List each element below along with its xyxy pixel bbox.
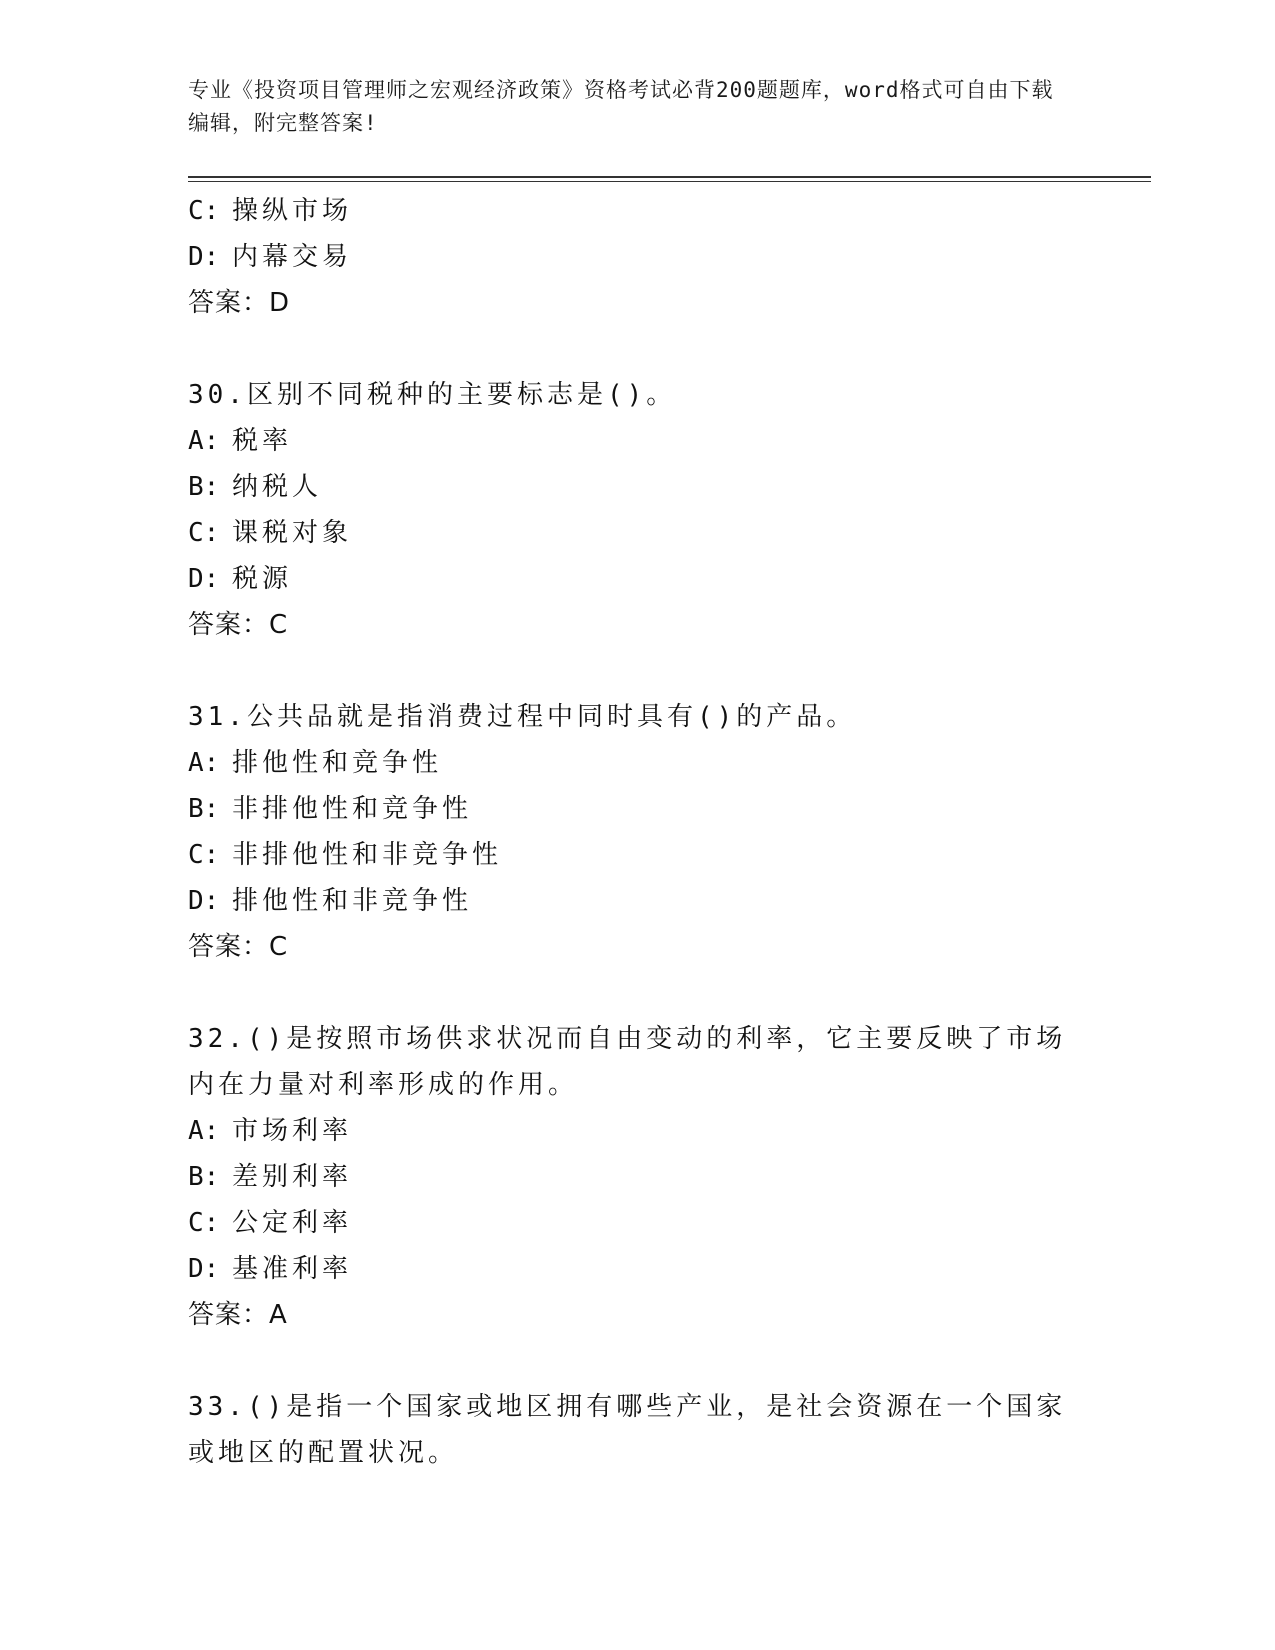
option-key: A:: [188, 748, 220, 778]
question-list: [188, 188, 1088, 1476]
option-c: [188, 188, 1088, 234]
option-text: 市场利率: [232, 1116, 353, 1146]
option-d: [188, 234, 1088, 280]
answer-line: 答案：A: [188, 1300, 288, 1330]
option-text: 税源: [232, 564, 293, 594]
option-a: [188, 418, 1088, 464]
option-text: 排他性和竞争性: [232, 748, 443, 778]
option-a: [188, 1108, 1088, 1154]
option-text: 内幕交易: [232, 242, 353, 272]
option-text: 排他性和非竞争性: [232, 886, 473, 916]
question-stem: 32.()是按照市场供求状况而自由变动的利率，它主要反映了市场内在力量对利率形成的作用。: [188, 1024, 1067, 1100]
document-header: 专业《投资项目管理师之宏观经济政策》资格考试必背200题题库，word格式可自由下载编辑，附完整答案!: [188, 78, 1054, 135]
question-stem: 30.区别不同税种的主要标志是()。: [188, 380, 677, 410]
option-key: B:: [188, 794, 220, 824]
option-d: [188, 878, 1088, 924]
option-a: [188, 740, 1088, 786]
question-stem: 31.公共品就是指消费过程中同时具有()的产品。: [188, 702, 857, 732]
answer-line: 答案：C: [188, 610, 289, 640]
option-key: D:: [188, 564, 220, 594]
option-c: [188, 1200, 1088, 1246]
option-c: [188, 510, 1088, 556]
option-key: C:: [188, 1208, 220, 1238]
option-text: 操纵市场: [232, 196, 353, 226]
option-text: 课税对象: [232, 518, 353, 548]
option-text: 税率: [232, 426, 293, 456]
answer-line: 答案：D: [188, 288, 291, 318]
option-text: 差别利率: [232, 1162, 353, 1192]
spacer: [188, 648, 1088, 694]
option-b: [188, 1154, 1088, 1200]
option-text: 公定利率: [232, 1208, 353, 1238]
question-stem: 33.()是指一个国家或地区拥有哪些产业，是社会资源在一个国家或地区的配置状况。: [188, 1392, 1067, 1468]
option-key: B:: [188, 1162, 220, 1192]
header-divider-thick: [188, 176, 1151, 178]
option-text: 纳税人: [232, 472, 323, 502]
option-text: 非排他性和竞争性: [232, 794, 473, 824]
option-key: D:: [188, 1254, 220, 1284]
option-key: C:: [188, 196, 220, 226]
option-key: A:: [188, 426, 220, 456]
option-key: C:: [188, 518, 220, 548]
option-b: [188, 786, 1088, 832]
option-key: A:: [188, 1116, 220, 1146]
spacer: [188, 1338, 1088, 1384]
spacer: [188, 970, 1088, 1016]
spacer: [188, 326, 1088, 372]
option-key: D:: [188, 242, 220, 272]
option-text: 非排他性和非竞争性: [232, 840, 503, 870]
option-key: C:: [188, 840, 220, 870]
header-divider-thin: [188, 181, 1151, 182]
answer-line: 答案：C: [188, 932, 289, 962]
option-c: [188, 832, 1088, 878]
option-d: [188, 1246, 1088, 1292]
option-text: 基准利率: [232, 1254, 353, 1284]
option-b: [188, 464, 1088, 510]
option-key: B:: [188, 472, 220, 502]
option-d: [188, 556, 1088, 602]
option-key: D:: [188, 886, 220, 916]
